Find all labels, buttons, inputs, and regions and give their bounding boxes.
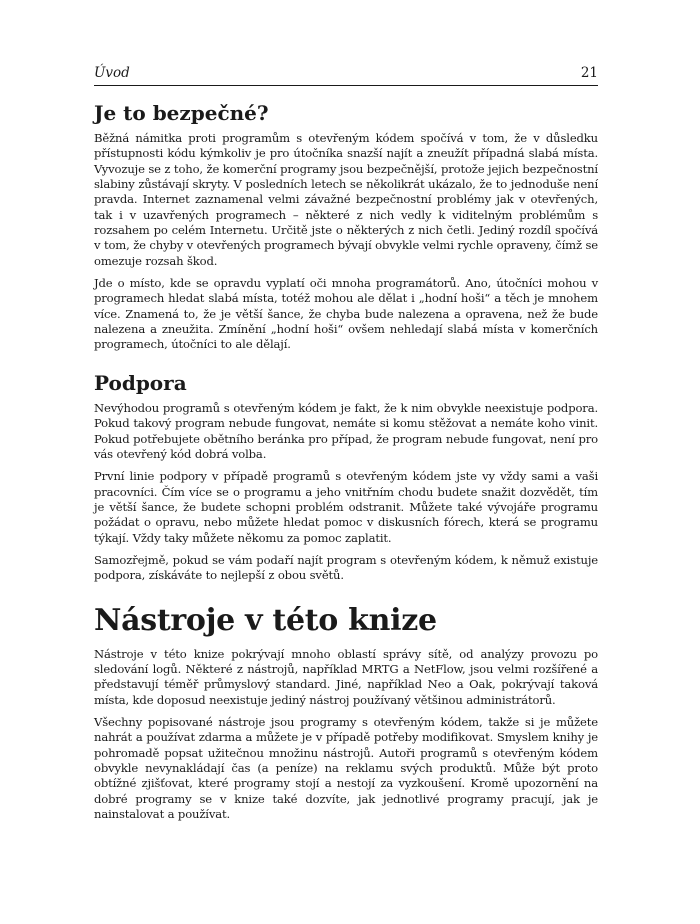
paragraph: Nevýhodou programů s otevřeným kódem je fakt, že k nim obvykle neexistuje podpora. Pokud takový program nebude fungovat, nemáte si komu stěžovat a nemáte koho vinit. Pokud potřebujete obětního beránka pro případ, že program nebude fungovat, není pro vás otevřený kód dobrá volba. <box>94 400 598 461</box>
section-heading-safe: Je to bezpečné? <box>94 101 269 125</box>
running-head-chapter: Úvod <box>94 65 130 81</box>
running-head <box>94 64 598 86</box>
section-heading-support: Podpora <box>94 370 187 395</box>
chapter-section-heading-tools: Nástroje v této knize <box>94 602 437 638</box>
paragraph: Jde o místo, kde se opravdu vyplatí oči mnoha programátorů. Ano, útočníci mohou v programech hledat slabá místa, totéž mohou ale dělat i „hodní hoši“ a těch je mnohem více. Znamená to, že je větší šance, že chyba bude nalezena a opravena, než že bude nalezena a zneužita. Zmínění „hodní hoši“ ovšem nehledají slabá místa v komerčních programech, útočníci to ale dělají. <box>94 276 598 352</box>
page-number: 21 <box>580 65 598 81</box>
book-page <box>94 64 598 829</box>
paragraph: Samozřejmě, pokud se vám podaří najít program s otevřeným kódem, k němuž existuje podpora, získáváte to nejlepší z obou světů. <box>94 552 598 583</box>
paragraph: První linie podpory v případě programů s otevřeným kódem jste vy vždy sami a vaši pracovníci. Čím více se o programu a jeho vnitřním chodu budete snažit dozvědět, tím je větší šance, že budete schopni problém odstranit. Můžete také vývojáře programu požádat o opravu, nebo můžete hledat pomoc v diskusních fórech, která se programu týkají. Vždy taky můžete někomu za pomoc zaplatit. <box>94 469 598 545</box>
paragraph: Všechny popisované nástroje jsou programy s otevřeným kódem, takže si je můžete nahrát a používat zdarma a můžete je v případě potřeby modifikovat. Smyslem knihy je pohromadě popsat užitečnou množinu nástrojů. Autoři programů s otevřeným kódem obvykle nevynakládají čas (a peníze) na reklamu svých produktů. Může být proto obtížné zjišťovat, které programy stojí a nestojí za vyzkoušení. Kromě upozornění na dobré programy se v knize také dozvíte, jak jednotlivé programy pracují, jak je nainstalovat a používat. <box>94 714 598 822</box>
paragraph: Běžná námitka proti programům s otevřeným kódem spočívá v tom, že v důsledku přístupnosti kódu kýmkoliv je pro útočníka snazší najít a zneužít případná slabá místa. Vyvozuje se z toho, že komerční programy jsou bezpečnější, protože jejich bezpečnostní slabiny zůstávají skryty. V posledních letech se několikrát ukázalo, že to jednoduše není pravda. Internet zaznamenal velmi závažné bezpečnostní problémy jak v otevřených, tak i v uzavřených programech – některé z nich vedly k viditelným problémům s rozsahem po celém Internetu. Určitě jste o některých z nich četli. Jediný rozdíl spočívá v tom, že chyby v otevřených programech bývají obvykle velmi rychle opraveny, čímž se omezuje rozsah škod. <box>94 131 598 268</box>
paragraph: Nástroje v této knize pokrývají mnoho oblastí správy sítě, od analýzy provozu po sledování logů. Některé z nástrojů, například MRTG a NetFlow, jsou velmi rozšířené a představují téměř průmyslový standard. Jiné, například Neo a Oak, pokrývají taková místa, kde doposud neexistuje jediný nástroj používaný většinou administrátorů. <box>94 646 598 707</box>
